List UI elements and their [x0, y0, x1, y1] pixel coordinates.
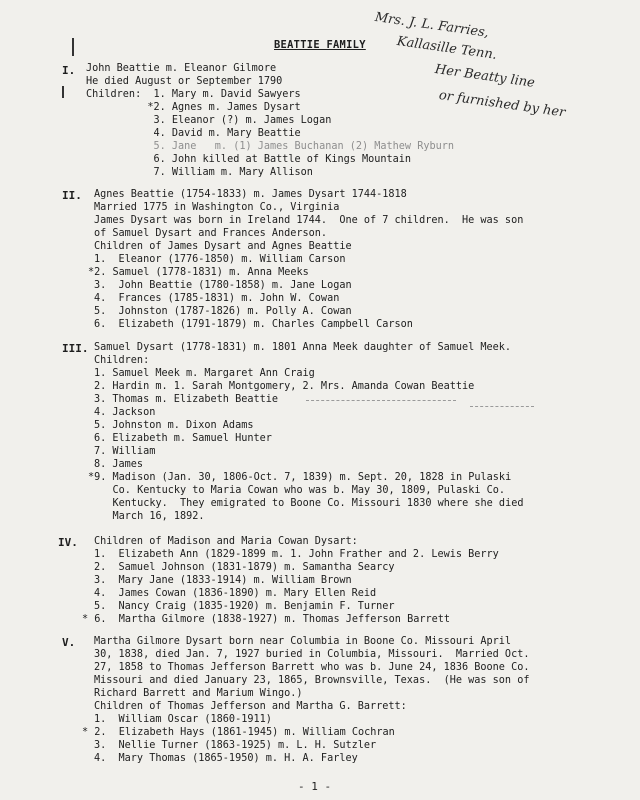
- text-line: Children of James Dysart and Agnes Beattie: [94, 241, 352, 252]
- margin-mark: [72, 38, 74, 56]
- text-line: 3. Nellie Turner (1863-1925) m. L. H. Sutzler: [94, 740, 377, 751]
- text-line: 6. Elizabeth (1791-1879) m. Charles Campbell Carson: [94, 319, 413, 330]
- section-number: V.: [62, 636, 76, 649]
- handwritten-note-line-1: Mrs. J. L. Farries,: [373, 10, 490, 41]
- text-line: Martha Gilmore Dysart born near Columbia in Boone Co. Missouri April: [94, 636, 512, 647]
- text-line: Agnes Beattie (1754-1833) m. James Dysart 1744-1818: [94, 189, 407, 200]
- handwritten-note-line-4: or furnished by her: [437, 88, 567, 121]
- text-line: 1. William Oscar (1860-1911): [94, 714, 272, 725]
- text-line: *2. Agnes m. James Dysart: [86, 102, 301, 113]
- page-title: BEATTIE FAMILY: [274, 39, 366, 51]
- margin-mark: [62, 86, 64, 98]
- text-line: 7. William: [94, 446, 156, 457]
- text-line: Missouri and died January 23, 1865, Brownsville, Texas. (He was son of: [94, 675, 530, 686]
- text-line: 5. Johnston m. Dixon Adams: [94, 420, 254, 431]
- text-line: * 6. Martha Gilmore (1838-1927) m. Thomas Jefferson Barrett: [82, 614, 451, 625]
- text-line: 4. David m. Mary Beattie: [86, 128, 301, 139]
- text-line: 1. Eleanor (1776-1850) m. William Carson: [94, 254, 346, 265]
- text-line: 6. Elizabeth m. Samuel Hunter: [94, 433, 272, 444]
- text-line: March 16, 1892.: [88, 511, 205, 522]
- text-line: 4. Jackson: [94, 407, 156, 418]
- text-line: 4. James Cowan (1836-1890) m. Mary Ellen Reid: [94, 588, 377, 599]
- text-line: 3. John Beattie (1780-1858) m. Jane Logan: [94, 280, 352, 291]
- faint-mark: [470, 406, 534, 408]
- text-line: Samuel Dysart (1778-1831) m. 1801 Anna Meek daughter of Samuel Meek.: [94, 342, 512, 353]
- text-line: Co. Kentucky to Maria Cowan who was b. May 30, 1809, Pulaski Co.: [88, 485, 506, 496]
- text-line: 6. John killed at Battle of Kings Mountain: [86, 154, 412, 165]
- text-line: Kentucky. They emigrated to Boone Co. Missouri 1830 where she died: [88, 498, 524, 509]
- text-line: 5. Nancy Craig (1835-1920) m. Benjamin F. Turner: [94, 601, 395, 612]
- text-line: * 2. Elizabeth Hays (1861-1945) m. William Cochran: [82, 727, 395, 738]
- text-line: 4. Frances (1785-1831) m. John W. Cowan: [94, 293, 340, 304]
- text-line: 2. Hardin m. 1. Sarah Montgomery, 2. Mrs. Amanda Cowan Beattie: [94, 381, 475, 392]
- text-line: 1. Elizabeth Ann (1829-1899 m. 1. John Frather and 2. Lewis Berry: [94, 549, 499, 560]
- handwritten-note-line-2: Kallasille Tenn.: [395, 34, 498, 63]
- text-line: Richard Barrett and Marium Wingo.): [94, 688, 303, 699]
- text-line: Children:: [94, 355, 150, 366]
- text-line: He died August or September 1790: [86, 76, 283, 87]
- text-line: 27, 1858 to Thomas Jefferson Barrett who was b. June 24, 1836 Boone Co.: [94, 662, 530, 673]
- text-line: Children of Thomas Jefferson and Martha G. Barrett:: [94, 701, 407, 712]
- text-line: 8. James: [94, 459, 144, 470]
- text-line: 7. William m. Mary Allison: [86, 167, 313, 178]
- text-line: 3. Thomas m. Elizabeth Beattie: [94, 394, 279, 405]
- text-line: 5. Johnston (1787-1826) m. Polly A. Cowan: [94, 306, 352, 317]
- text-line: 30, 1838, died Jan. 7, 1927 buried in Columbia, Missouri. Married Oct.: [94, 649, 530, 660]
- text-line: 5. Jane m. (1) James Buchanan (2) Mathew Ryburn: [86, 141, 455, 152]
- section-number: III.: [62, 342, 89, 355]
- text-line: Children of Madison and Maria Cowan Dysart:: [94, 536, 358, 547]
- text-line: 3. Eleanor (?) m. James Logan: [86, 115, 332, 126]
- faint-mark: [306, 400, 456, 402]
- text-line: Married 1775 in Washington Co., Virginia: [94, 202, 340, 213]
- handwritten-note-line-3: Her Beatty line: [433, 62, 536, 91]
- page-number: - 1 -: [298, 780, 332, 793]
- section-number: IV.: [58, 536, 78, 549]
- text-line: 2. Samuel Johnson (1831-1879) m. Samantha Searcy: [94, 562, 395, 573]
- text-line: 1. Samuel Meek m. Margaret Ann Craig: [94, 368, 315, 379]
- text-line: *2. Samuel (1778-1831) m. Anna Meeks: [88, 267, 309, 278]
- text-line: 4. Mary Thomas (1865-1950) m. H. A. Farley: [94, 753, 358, 764]
- text-line: James Dysart was born in Ireland 1744. One of 7 children. He was son: [94, 215, 524, 226]
- text-line: Children: 1. Mary m. David Sawyers: [86, 89, 301, 100]
- section-number: II.: [62, 189, 82, 202]
- section-number: I.: [62, 64, 76, 77]
- text-line: 3. Mary Jane (1833-1914) m. William Brown: [94, 575, 352, 586]
- text-line: *9. Madison (Jan. 30, 1806-Oct. 7, 1839) m. Sept. 20, 1828 in Pulaski: [88, 472, 512, 483]
- text-line: John Beattie m. Eleanor Gilmore: [86, 63, 277, 74]
- text-line: of Samuel Dysart and Frances Anderson.: [94, 228, 328, 239]
